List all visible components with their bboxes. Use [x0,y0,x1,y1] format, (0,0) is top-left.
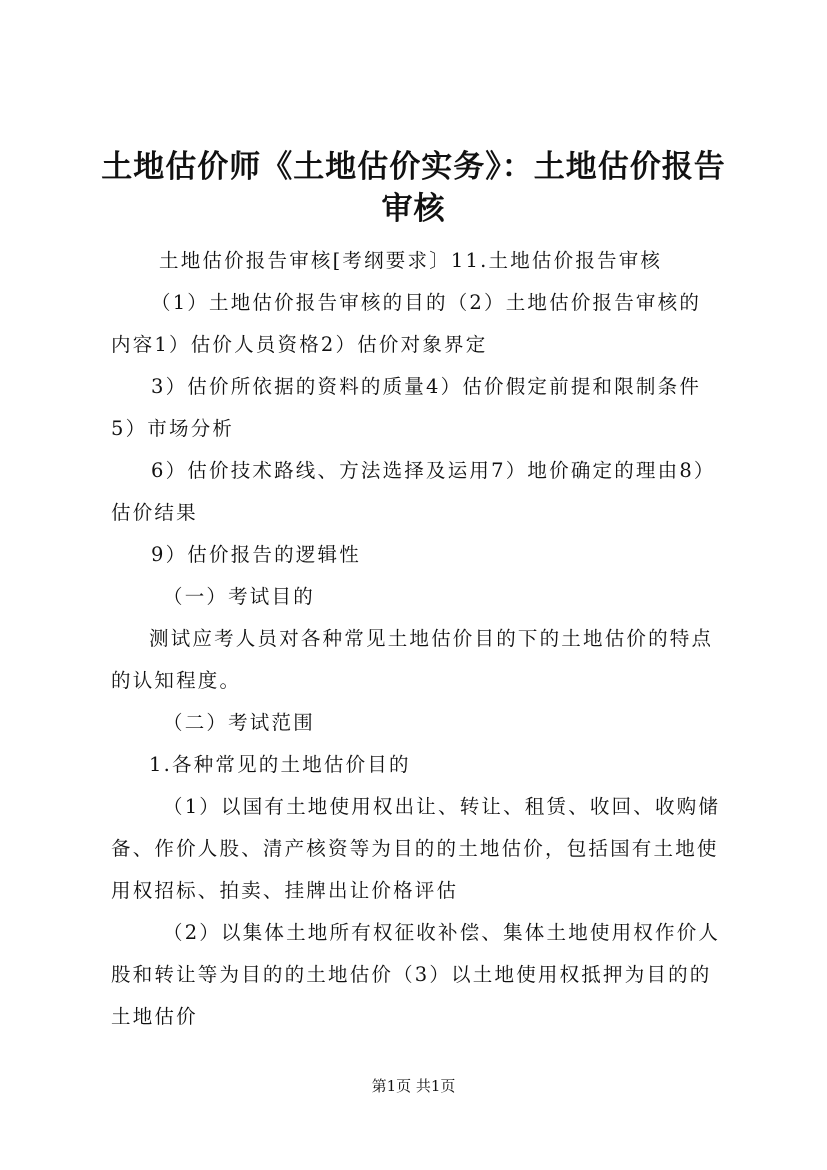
paragraph: 测试应考人员对各种常见土地估价目的下的土地估价的特点的认知程度。 [111,627,714,692]
paragraph: 1.各种常见的土地估价目的 [149,753,411,776]
section-heading: （一）考试目的 [163,585,315,608]
document-body [111,240,721,1038]
section-heading: （二）考试范围 [163,711,315,734]
paragraph: （1）土地估价报告审核的目的（2）土地估价报告审核的内容1）估价人员资格2）估价对象界定 [111,291,702,356]
page-footer: 第1页 共1页 [371,1077,456,1095]
paragraph: （2）以集体土地所有权征收补偿、集体土地使用权作价人股和转让等为目的的土地估价（3）以土地使用权抵押为目的的土地估价 [111,921,721,1028]
paragraph: 3）估价所依据的资料的质量4）估价假定前提和限制条件5）市场分析 [111,375,702,440]
paragraph: 9）估价报告的逻辑性 [151,543,361,566]
paragraph: （1）以国有土地使用权出让、转让、租赁、收回、收购储备、作价人股、清产核资等为目的的土地估价，包括国有土地使用权招标、拍卖、挂牌出让价格评估 [111,795,721,902]
paragraph: 6）估价技术路线、方法选择及运用7）地价确定的理由8）估价结果 [111,459,716,524]
document-title [60,146,767,230]
paragraph: 土地估价报告审核[考纲要求〕11.土地估价报告审核 [159,249,663,272]
title-line-1: 土地估价师《土地估价实务》：土地估价报告 [101,149,726,185]
title-line-2: 审核 [381,191,446,227]
